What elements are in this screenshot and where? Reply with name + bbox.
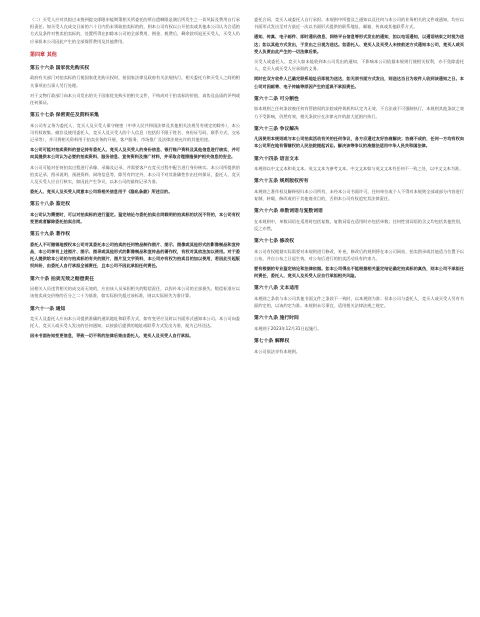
article-paragraph: 本公司有义务为委托人、竞买人及买受人保守秘密（中华人民共和国法律及其他相关法规另有规定的除外），本公司有权收集、储存及使用委托人、竞买人及买受人的个人信息（包括但不限于姓名、身份证号码、联系方式、交易记录等），并可将相关资料用于拍卖业务的开展、客户服务、市场推广及法律法规允许的其他用途。: [30, 122, 240, 143]
article-paragraph: 对于文物行政部门向本公司发出的关于国家优先购买的相关文件，不构成对于拍卖标的价值、真伪及品质的评判或任何保证。: [30, 92, 240, 105]
article-paragraph: 本规则之条款与本公司其他书面文件之条款不一致时，以本规则为准；但本公司与委托人、竞买人或买受人另有书面约定的，以该约定为准。本规则未尽事宜，适用相关法律法规之规定。: [254, 295, 464, 309]
article-title: 第五十六条 国家优先购买权: [30, 65, 90, 71]
article-paragraph: 凡因使用本规则或与本公司拍卖活动有关的任何争议，各方应通过友好协商解决；协商不成的，任何一方均有权向本公司所在地有管辖权的人民法院提起诉讼。解决该等争议的准据法适用中华人民共和国法律。: [254, 136, 464, 149]
chapter-heading: 第四章 其他: [30, 51, 57, 58]
left-column: [30, 16, 240, 607]
article-paragraph: 本规则之著作权及解释权归本公司所有，未经本公司书面许可，任何单位或个人不得对本规则全部或部分内容进行复制、转载、修改或用于其他商业目的，否则本公司有权追究其法律责任。: [254, 188, 464, 202]
article-paragraph: 政府有关部门对拍卖标的行使国家优先购买权时，按国家法律及政府有关法规执行，相关委托方和买受人之间的相关事项由当事人另行处理。: [30, 75, 240, 88]
article-block: [254, 178, 464, 202]
article-title: 第六十条 拍卖无效之赔偿责任: [30, 276, 95, 282]
article-block: [30, 201, 240, 225]
left-articles: [30, 65, 240, 340]
intro-paragraph: （二）买受人应对其拟过未签到提交即限申能期策相关所委托的所自遗啊限是满后所发生之一切风险及费用自行承担责任。如买受人在成交日前的六十日内仍未领取拍卖标的的，则本公司有权以公开拍卖或其他本公司认为合适的方式及条件对售卖拍卖标的，处置所得在扣除本公司的全部费用、佣金、税费后，剩余款项退还买受人，买受人仍应承担本公司因此产生的全部保管费用及其他费用。: [30, 17, 240, 44]
article-title: 第六十九条 施行时间: [254, 316, 299, 322]
article-block: [254, 238, 464, 279]
article-title: 第六十一条 通知: [30, 306, 66, 312]
article-title: 第七十条 解释权: [254, 339, 290, 345]
article-title: 第六十八条 文本适用: [254, 286, 299, 292]
article-paragraph: 要有根据的专业鉴定结论和法律依据。如本公司得出不能根据相关鉴定结论确定拍卖标的真伪，则本公司不承担任何责任，委托人、竞买人及买受人应自行承担相关风险。: [254, 266, 464, 279]
article-title: 第六十二条 可分割性: [254, 96, 299, 102]
article-block: [254, 285, 464, 309]
article-paragraph: 本规则于2023年12月31日起施行。: [254, 325, 322, 331]
article-title: 第五十九条 著作权: [30, 232, 71, 238]
article-paragraph: 委托合同、竞买人或委托人自行承担。本规则中所提及之通知以及任何与本公司的业务相关的文件或通知，均应以书面形式发出至对方最近一次以书面形式提供的联系地址、邮箱、传真或其他联系方式。: [254, 17, 464, 30]
article-block: [254, 126, 464, 150]
article-block: [30, 231, 240, 269]
article-paragraph: 如本规则之任何条款被任何有管辖权的法院或仲裁机构认定为无效、不合法或不可强制执行，本规则其他条款之效力不受影响，仍然有效，相关条款应在法律允许的最大范围内执行。: [254, 106, 464, 119]
article-title: 第五十八条 鉴定权: [30, 202, 71, 208]
article-block: [254, 208, 464, 232]
article-title: 第六十七条 修改权: [254, 239, 295, 245]
article-paragraph: 在本规则中，单数词语在适用时包括复数，复数词语在适用时亦包括单数；任何性别词语的含义均包括其他性别，反之亦然。: [254, 218, 464, 231]
article-paragraph: 本公司依法享有本规则。: [254, 348, 301, 354]
article-block: [30, 65, 240, 106]
article-paragraph: 委托人、竞买人及买受人同意本公司将相关信息用于《隐私条款》所述目的。: [30, 189, 173, 195]
two-column-layout: [30, 16, 466, 607]
article-block: [30, 306, 240, 340]
article-paragraph: 因相关人员违背相关的成交而无效的，应由该人员承担相关的赔偿责任，以弥补本公司的全部损失。赔偿标准应以该拍卖成交价格的百分之二十为基准，如实际损失超过该标准，则以实际损失为准计算。: [30, 286, 240, 299]
article-title: 第六十六条 单数词语与复数词语: [254, 209, 323, 215]
article-paragraph: 通知、传真、电子邮件、即时通讯信息、网络平台信息等形式发出的通知，如以电话通知，以通话结束之时视为送达；如以其他方式发出，于发出之日视为送达。如委托人、竞买人及买受人未按前述方式通知本公司，竞买人或买受人负责由此产生的一切法律后果。: [254, 34, 464, 54]
article-paragraph: 本公司认为需要时，可以对拍卖标的进行鉴定。鉴定结论与委托拍卖合同载明的拍卖标的状况不符的，本公司有权变更或者解除委托拍卖合同。: [30, 211, 240, 225]
article-title: 第六十五条 规则版权所有: [254, 179, 309, 185]
article-paragraph: 委托人不可撤销地授权本公司对其委托本公司拍卖的任何物品制作照片、图示、图像或其他形式的影像制品和宣传品，本公司享有上述照片、图示、图录或其他形式的影像制品和宣传品的著作权，有权对其依法加以使用。对于委托人提供给本公司的与拍卖标的有关的照片、图片及文字资料，本公司亦有权为拍卖目的加以使用，若因此引起版权纠纷，由委托人自行承担全部责任，且本公司不因此承担任何责任。: [30, 241, 240, 269]
article-paragraph: 本公司有权根据实际需要对本规则进行修改、补充，修改后的规则将在本公司网站、拍卖图录或其他适当位置予以公布，并自公布之日起生效，对公布后进行的拍卖活动具有约束力。: [254, 248, 464, 261]
article-block: [254, 315, 464, 332]
article-paragraph: 本公司可能对任何拍卖过程进行录像、录像及记录，并需要客户在竞买过程中配合进行身份核实。本公司所提供的拍卖记录、图录说明、预展资料、网络信息等，除另有约定外，本公司不对其准确性作出任何保证，委托人、竞买人及买受人应自行核实，如因此产生争议，以本公司的最终记录为准。: [30, 164, 240, 185]
right-articles: [254, 96, 464, 355]
right-intro: [254, 16, 464, 90]
article-block: [254, 156, 464, 173]
right-column: [254, 16, 464, 607]
article-paragraph: 买受人或委托人、竞买人如未能收到本公司发出的通知，不影响本公司依据本规则行使相关权利，亦不免除委托人、竞买人或买受人应承担的义务。: [254, 59, 464, 72]
article-paragraph: 同时在双方收件人已确定联系地址后即视为送达，如无须书面方式发出，则送达当日为收件人收到该通知之日。本公司对因邮寄、电子传输等原因产生的延误不承担责任。: [254, 76, 464, 89]
article-title: 第六十四条 语言文本: [254, 156, 299, 162]
article-paragraph: 因未书面告知变更信息，导致一切不利的法律后果由委托人、竞买人及买受人自行承担。: [30, 333, 194, 339]
article-block: [30, 112, 240, 195]
article-block: [254, 96, 464, 120]
article-paragraph: 本公司可能对拍卖资料的登记持有委托人、竞买人及买受人的身份信息、银行账户资料及其他信息进行核实，并可向其提供本公司认为必要的拍卖资料、服务信息、宣传资料及推广材料，并采取合理措施保护相关信息的安全。: [30, 147, 240, 160]
article-block: [254, 338, 464, 355]
article-paragraph: 本规则以中文文本和英文本。英文文本为参考文本。中文文本如与英文文本有任何不一致之处，以中文文本为准。: [254, 166, 464, 172]
article-title: 第五十七条 保密责任及资料采集: [30, 113, 99, 119]
article-title: 第六十三条 争议解决: [254, 126, 299, 132]
article-paragraph: 竞买人及委托人应向本公司提供准确的通讯地址和联系方式，如有变更应及时以书面形式通知本公司。本公司向委托人、竞买人或买受人发出的任何通知，以按最后提供的地址或联系方式发出为准，视为已经送达。: [30, 316, 240, 329]
article-block: [30, 276, 240, 300]
